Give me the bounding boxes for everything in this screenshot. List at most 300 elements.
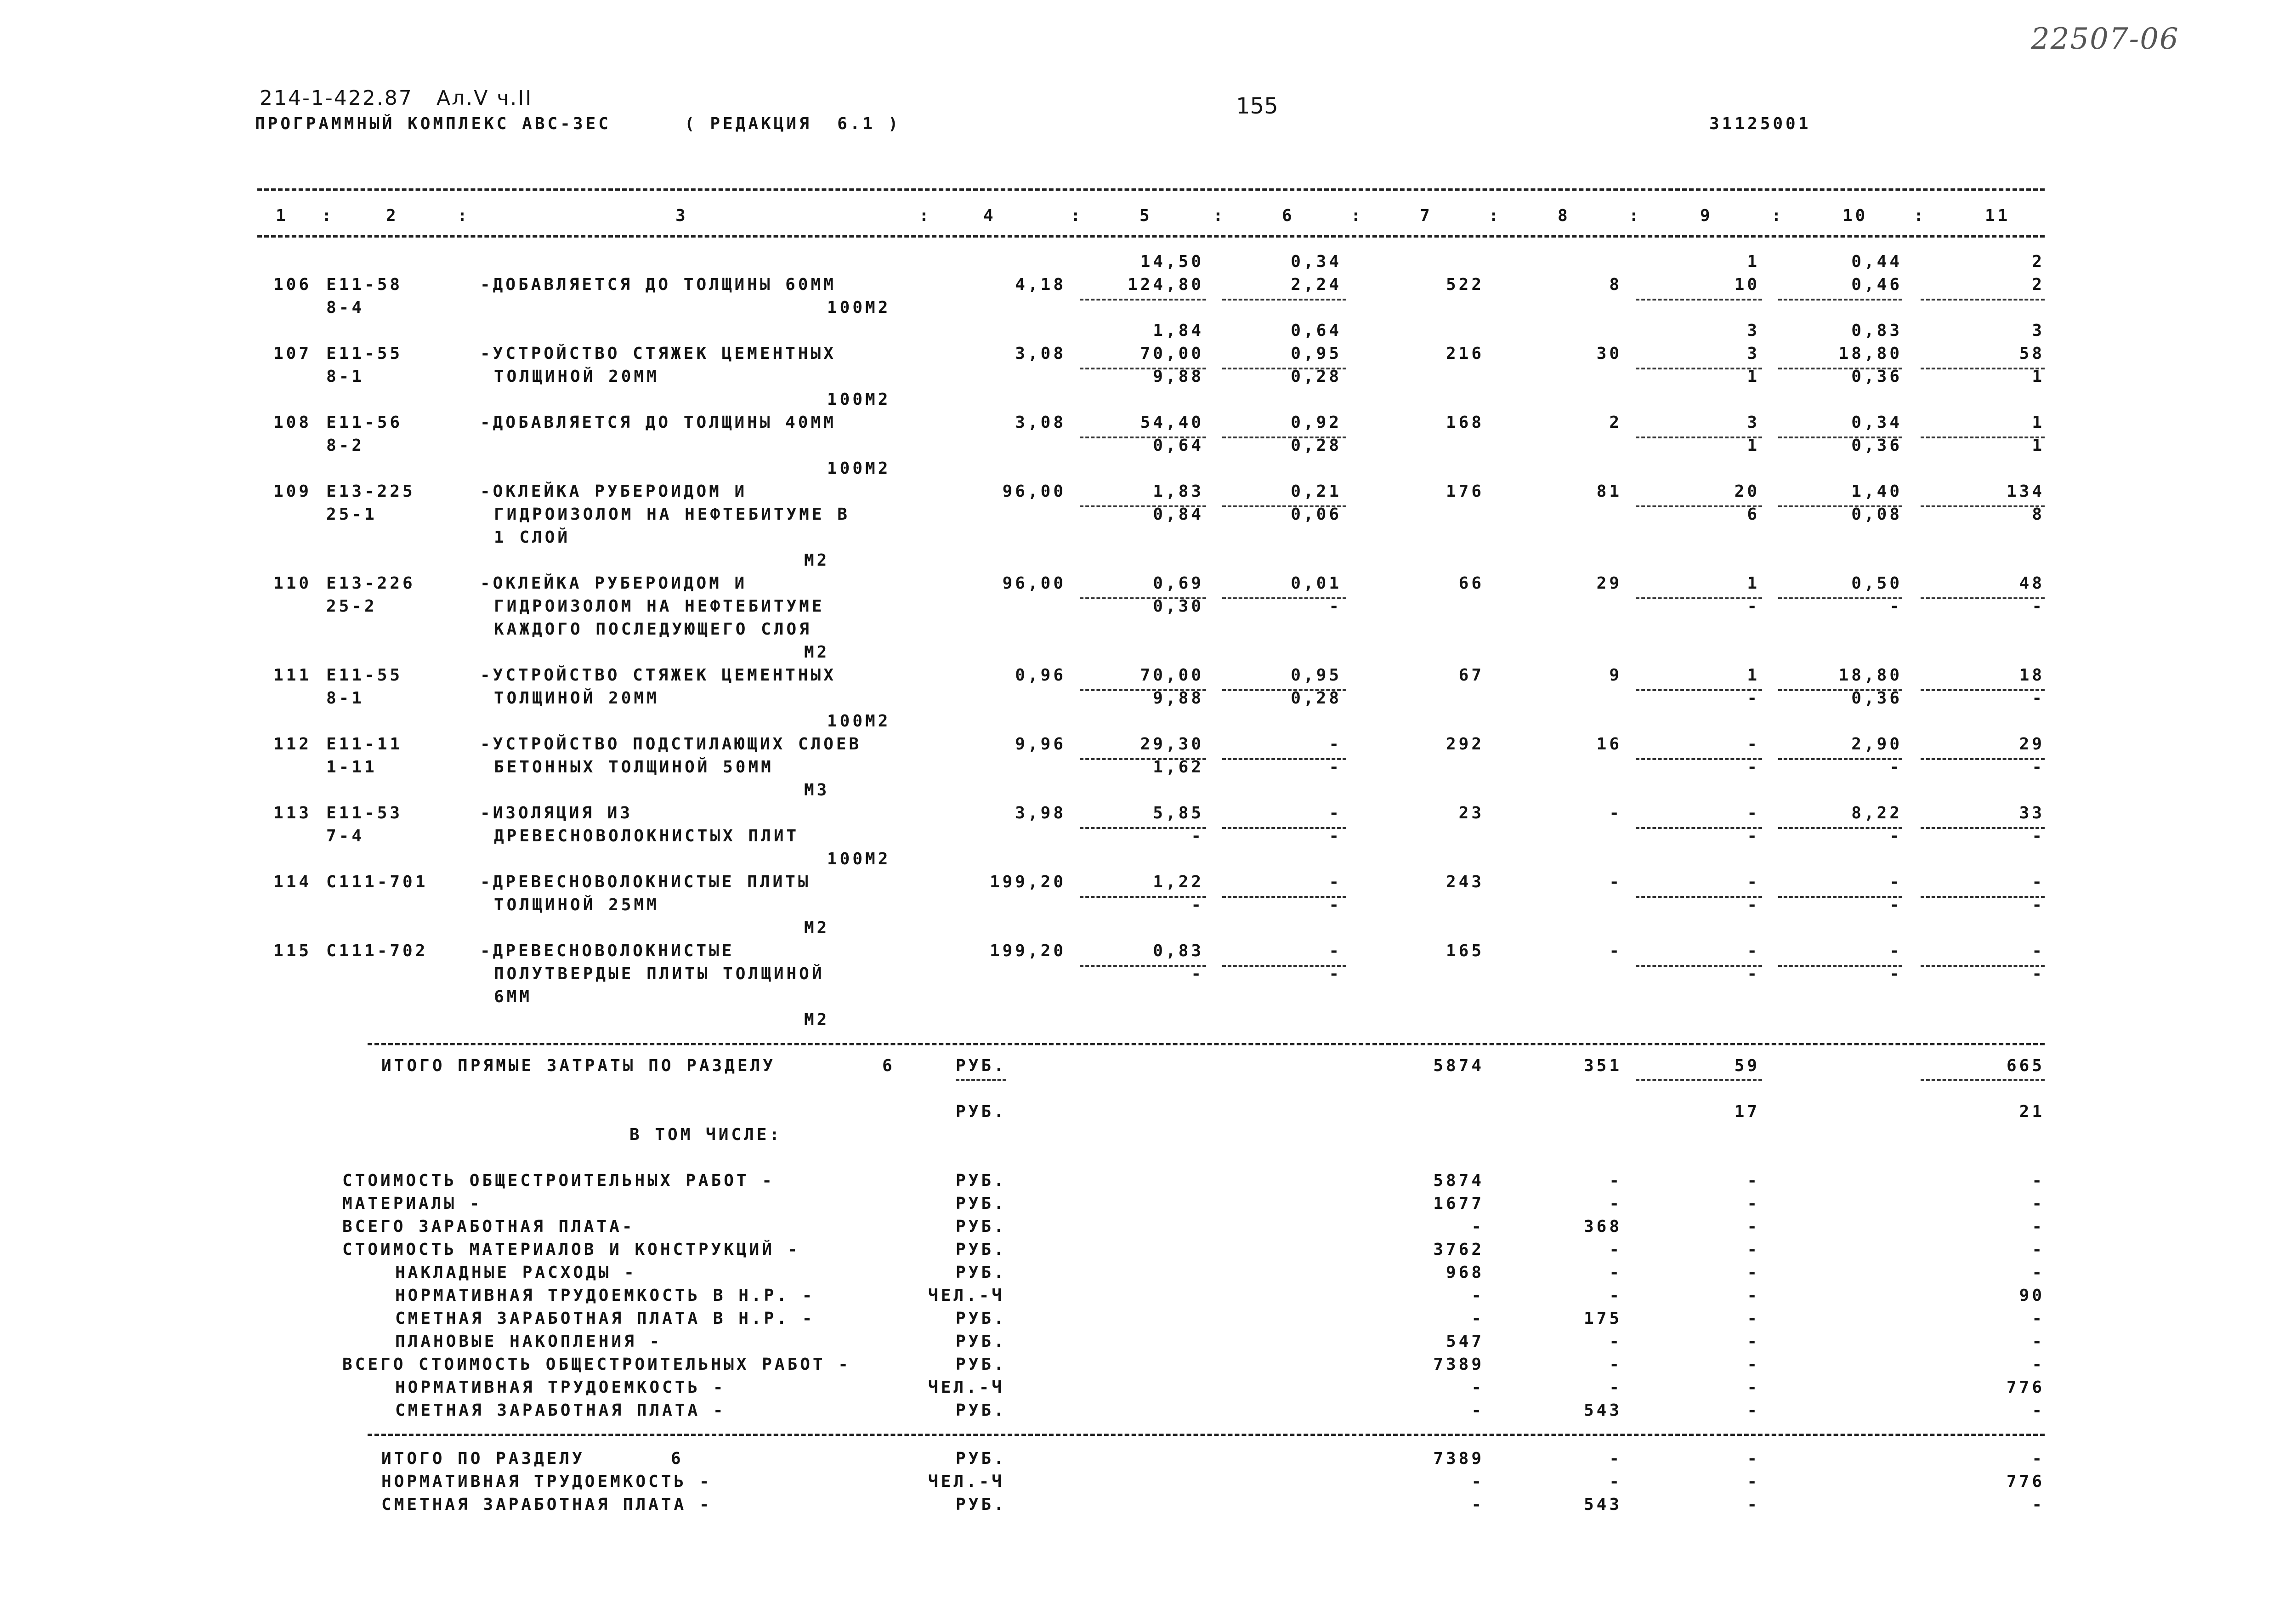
- row-separator: [1921, 689, 2045, 691]
- summary-label: ВСЕГО СТОИМОСТЬ ОБЩЕСТРОИТЕЛЬНЫХ РАБОТ -: [342, 1355, 851, 1374]
- row-c6-value: -: [1329, 873, 1342, 891]
- row-description: 6ММ: [494, 987, 533, 1006]
- row-c7-value: 168: [1446, 413, 1484, 432]
- section-total-c11: -: [2032, 1449, 2045, 1468]
- row-unit: 100М2: [827, 712, 891, 731]
- row-description: ГИДРОИЗОЛОМ НА НЕФТЕБИТУМЕ: [494, 597, 825, 616]
- row-number: 107: [273, 344, 312, 363]
- row-separator: [1636, 1079, 1762, 1081]
- summary-label: МАТЕРИАЛЫ -: [342, 1194, 482, 1213]
- summary-c7: 7389: [1433, 1355, 1484, 1374]
- row-code: Е11-55: [326, 666, 403, 685]
- row-c11-value: 3: [2032, 321, 2045, 340]
- edition: ( РЕДАКЦИЯ 6.1 ): [685, 114, 901, 133]
- row-separator: [1222, 689, 1346, 691]
- section-total-unit: ЧЕЛ.-Ч: [928, 1472, 1005, 1491]
- summary-c9: -: [1747, 1217, 1760, 1236]
- row-c6-value: 0,95: [1291, 344, 1342, 363]
- row-separator: [1778, 965, 1902, 967]
- summary-c11: -: [2032, 1332, 2045, 1351]
- row-c9-value: 1: [1747, 436, 1760, 455]
- row-c10-value: 0,36: [1851, 367, 1902, 386]
- row-separator: [956, 1079, 1006, 1081]
- row-c8-value: 30: [1596, 344, 1622, 363]
- row-c5-value: 0,83: [1153, 941, 1204, 960]
- summary-c11: -: [2032, 1217, 2045, 1236]
- row-separator: [1921, 437, 2045, 438]
- summary-c9: -: [1747, 1309, 1760, 1328]
- section-total-label: СМЕТНАЯ ЗАРАБОТНАЯ ПЛАТА -: [381, 1495, 712, 1514]
- row-c7-value: 522: [1446, 275, 1484, 294]
- row-c8-value: -: [1609, 873, 1622, 891]
- section-total-number: 6: [671, 1449, 684, 1468]
- row-c10-value: 2,90: [1851, 735, 1902, 754]
- summary-label: СТОИМОСТЬ МАТЕРИАЛОВ И КОНСТРУКЦИЙ -: [342, 1240, 800, 1259]
- row-c7-value: 66: [1458, 574, 1484, 593]
- row-description: -ДОБАВЛЯЕТСЯ ДО ТОЛЩИНЫ 40ММ: [480, 413, 836, 432]
- section-total-c8: 543: [1583, 1495, 1622, 1514]
- row-separator: [1778, 299, 1902, 301]
- row-number: 109: [273, 482, 312, 501]
- row-c5-value: -: [1191, 896, 1204, 914]
- row-separator: [1222, 597, 1346, 599]
- row-c7-value: 216: [1446, 344, 1484, 363]
- row-separator: [1636, 437, 1762, 438]
- row-c10-value: -: [1889, 941, 1902, 960]
- column-separator: :: [1213, 206, 1226, 225]
- totals-c7: 5874: [1433, 1056, 1484, 1075]
- row-separator: [1778, 437, 1902, 438]
- row-description: ТОЛЩИНОЙ 20ММ: [494, 689, 659, 708]
- page-number: 155: [1236, 93, 1278, 119]
- row-separator: [1778, 689, 1902, 691]
- row-c5-value: 14,50: [1140, 252, 1204, 271]
- summary-c8: -: [1609, 1194, 1622, 1213]
- row-c9-value: 1: [1747, 252, 1760, 271]
- row-c11-value: 48: [2019, 574, 2045, 593]
- row-c11-value: 134: [2006, 482, 2045, 501]
- row-c6-value: 0,28: [1291, 436, 1342, 455]
- row-unit: М2: [804, 551, 830, 570]
- row-separator: [1921, 827, 2045, 829]
- section-total-c9: -: [1747, 1472, 1760, 1491]
- section-total-c9: -: [1747, 1449, 1760, 1468]
- row-separator: [1921, 758, 2045, 760]
- section-total-label: НОРМАТИВНАЯ ТРУДОЕМКОСТЬ -: [381, 1472, 712, 1491]
- row-code: С111-701: [326, 873, 428, 891]
- row-c5-value: 0,69: [1153, 574, 1204, 593]
- section-total-c11: -: [2032, 1495, 2045, 1514]
- row-description: БЕТОННЫХ ТОЛЩИНОЙ 50ММ: [494, 758, 774, 777]
- section-total-label: ИТОГО ПО РАЗДЕЛУ: [381, 1449, 585, 1468]
- row-c10-value: 0,36: [1851, 689, 1902, 708]
- row-c5-value: 0,64: [1153, 436, 1204, 455]
- column-header: 10: [1842, 206, 1868, 225]
- row-c5-value: 29,30: [1140, 735, 1204, 754]
- row-c8-value: 29: [1596, 574, 1622, 593]
- row-c6-value: 2,24: [1291, 275, 1342, 294]
- row-number: 115: [273, 941, 312, 960]
- row-c9-value: 10: [1734, 275, 1760, 294]
- row-separator: [1636, 368, 1762, 369]
- row-quantity: 96,00: [1002, 482, 1066, 501]
- row-c10-value: -: [1889, 964, 1902, 983]
- row-c6-value: 0,64: [1291, 321, 1342, 340]
- row-separator: [1921, 299, 2045, 301]
- row-separator: [1080, 505, 1206, 507]
- row-c11-value: 18: [2019, 666, 2045, 685]
- row-c6-value: 0,21: [1291, 482, 1342, 501]
- summary-c9: -: [1747, 1378, 1760, 1397]
- column-header: 8: [1558, 206, 1570, 225]
- row-quantity: 3,98: [1015, 804, 1066, 822]
- row-c10-value: 0,44: [1851, 252, 1902, 271]
- row-c7-value: 243: [1446, 873, 1484, 891]
- row-c10-value: 0,08: [1851, 505, 1902, 524]
- row-c6-value: -: [1329, 827, 1342, 845]
- row-code-sub: 25-1: [326, 505, 377, 524]
- row-c8-value: 16: [1596, 735, 1622, 754]
- row-c9-value: -: [1747, 689, 1760, 708]
- row-c9-value: 3: [1747, 321, 1760, 340]
- row-number: 111: [273, 666, 312, 685]
- row-c6-value: -: [1329, 758, 1342, 777]
- summary-label: СМЕТНАЯ ЗАРАБОТНАЯ ПЛАТА В Н.Р. -: [395, 1309, 815, 1328]
- summary-c11: -: [2032, 1309, 2045, 1328]
- totals-unit: РУБ.: [956, 1056, 1007, 1075]
- row-code-sub: 8-1: [326, 689, 365, 708]
- summary-label: ПЛАНОВЫЕ НАКОПЛЕНИЯ -: [395, 1332, 663, 1351]
- column-header: 6: [1282, 206, 1295, 225]
- column-separator: :: [1071, 206, 1083, 225]
- row-c10-value: 0,46: [1851, 275, 1902, 294]
- row-c5-value: 9,88: [1153, 367, 1204, 386]
- row-separator: [1636, 758, 1762, 760]
- row-unit: М2: [804, 1010, 830, 1029]
- row-separator: [1778, 505, 1902, 507]
- row-number: 106: [273, 275, 312, 294]
- row-description: -УСТРОЙСТВО СТЯЖЕК ЦЕМЕНТНЫХ: [480, 666, 836, 685]
- row-separator: [1080, 827, 1206, 829]
- row-separator: [1778, 597, 1902, 599]
- row-description: -ОКЛЕЙКА РУБЕРОИДОМ И: [480, 574, 748, 593]
- summary-c11: -: [2032, 1194, 2045, 1213]
- row-c5-value: 70,00: [1140, 344, 1204, 363]
- row-c10-value: -: [1889, 827, 1902, 845]
- section-total-c8: -: [1609, 1449, 1622, 1468]
- summary-c7: 968: [1446, 1263, 1484, 1282]
- row-code-sub: 8-1: [326, 367, 365, 386]
- summary-c7: 3762: [1433, 1240, 1484, 1259]
- row-c10-value: 0,36: [1851, 436, 1902, 455]
- row-separator: [1080, 597, 1206, 599]
- summary-unit: РУБ.: [956, 1309, 1007, 1328]
- row-separator: [1222, 965, 1346, 967]
- row-description: ПОЛУТВЕРДЫЕ ПЛИТЫ ТОЛЩИНОЙ: [494, 964, 825, 983]
- column-separator: :: [919, 206, 932, 225]
- album-ref: Ал.V ч.II: [437, 86, 533, 110]
- row-separator: [1921, 505, 2045, 507]
- row-separator: [1222, 368, 1346, 369]
- row-c11-value: 58: [2019, 344, 2045, 363]
- summary-c9: -: [1747, 1286, 1760, 1305]
- row-separator: [1921, 368, 2045, 369]
- summary-c7: 547: [1446, 1332, 1484, 1351]
- row-separator: [1636, 689, 1762, 691]
- row-code: Е11-53: [326, 804, 403, 822]
- summary-label: СТОИМОСТЬ ОБЩЕСТРОИТЕЛЬНЫХ РАБОТ -: [342, 1171, 775, 1190]
- summary-unit: РУБ.: [956, 1401, 1007, 1420]
- summary-label: НОРМАТИВНАЯ ТРУДОЕМКОСТЬ В Н.Р. -: [395, 1286, 815, 1305]
- row-c10-value: 0,34: [1851, 413, 1902, 432]
- row-separator: [1921, 1079, 2045, 1081]
- row-c7-value: 23: [1458, 804, 1484, 822]
- row-quantity: 3,08: [1015, 344, 1066, 363]
- row-c8-value: 8: [1609, 275, 1622, 294]
- column-separator: :: [1771, 206, 1784, 225]
- summary-c8: 175: [1583, 1309, 1622, 1328]
- row-c9-value: -: [1747, 735, 1760, 754]
- row-description: ДРЕВЕСНОВОЛОКНИСТЫХ ПЛИТ: [494, 827, 799, 845]
- row-separator: [1636, 965, 1762, 967]
- row-code: Е11-56: [326, 413, 403, 432]
- row-c11-value: 29: [2019, 735, 2045, 754]
- table-rule: [257, 235, 2045, 238]
- row-separator: [1222, 505, 1346, 507]
- section-total-unit: РУБ.: [956, 1495, 1007, 1514]
- row-c10-value: 8,22: [1851, 804, 1902, 822]
- summary-c8: -: [1609, 1378, 1622, 1397]
- row-unit: 100М2: [827, 298, 891, 317]
- row-c5-value: 1,83: [1153, 482, 1204, 501]
- summary-c8: -: [1609, 1240, 1622, 1259]
- row-c6-value: 0,01: [1291, 574, 1342, 593]
- row-c6-value: 0,92: [1291, 413, 1342, 432]
- summary-c7: 1677: [1433, 1194, 1484, 1213]
- row-separator: [1636, 896, 1762, 898]
- row-unit: М2: [804, 919, 830, 937]
- row-c9-value: 6: [1747, 505, 1760, 524]
- summary-c8: 368: [1583, 1217, 1622, 1236]
- row-c8-value: -: [1609, 804, 1622, 822]
- summary-c9: -: [1747, 1355, 1760, 1374]
- summary-c9: -: [1747, 1332, 1760, 1351]
- row-c6-value: -: [1329, 804, 1342, 822]
- row-description: ТОЛЩИНОЙ 20ММ: [494, 367, 659, 386]
- row-number: 110: [273, 574, 312, 593]
- column-header: 4: [983, 206, 996, 225]
- row-separator: [1080, 965, 1206, 967]
- summary-c11: 776: [2006, 1378, 2045, 1397]
- totals-c8: 351: [1583, 1056, 1622, 1075]
- row-c9-value: -: [1747, 896, 1760, 914]
- summary-unit: РУБ.: [956, 1355, 1007, 1374]
- row-unit: М2: [804, 643, 830, 662]
- row-separator: [1921, 597, 2045, 599]
- summary-c11: 90: [2019, 1286, 2045, 1305]
- row-c10-value: 18,80: [1838, 344, 1902, 363]
- row-unit: 100М2: [827, 850, 891, 868]
- row-c5-value: 0,84: [1153, 505, 1204, 524]
- column-header: 1: [276, 206, 289, 225]
- row-c11-value: 1: [2032, 436, 2045, 455]
- row-description: -ОКЛЕЙКА РУБЕРОИДОМ И: [480, 482, 748, 501]
- row-c9-value: -: [1747, 758, 1760, 777]
- row-separator: [1080, 437, 1206, 438]
- summary-c9: -: [1747, 1401, 1760, 1420]
- row-c6-value: 0,95: [1291, 666, 1342, 685]
- row-c11-value: 1: [2032, 367, 2045, 386]
- summary-label: СМЕТНАЯ ЗАРАБОТНАЯ ПЛАТА -: [395, 1401, 726, 1420]
- row-c9-value: 3: [1747, 413, 1760, 432]
- summary-unit: РУБ.: [956, 1217, 1007, 1236]
- row-separator: [1921, 965, 2045, 967]
- row-c6-value: 0,28: [1291, 689, 1342, 708]
- column-header: 9: [1700, 206, 1713, 225]
- row-c9-value: 1: [1747, 367, 1760, 386]
- row-separator: [1080, 689, 1206, 691]
- row-separator: [1778, 827, 1902, 829]
- summary-c9: -: [1747, 1263, 1760, 1282]
- summary-c7: -: [1471, 1286, 1484, 1305]
- row-number: 108: [273, 413, 312, 432]
- row-c11-value: -: [2032, 896, 2045, 914]
- row-c6-value: -: [1329, 964, 1342, 983]
- row-c5-value: 0,30: [1153, 597, 1204, 616]
- row-quantity: 199,20: [989, 941, 1066, 960]
- row-separator: [1080, 368, 1206, 369]
- summary-c11: -: [2032, 1401, 2045, 1420]
- summary-c9: -: [1747, 1194, 1760, 1213]
- totals-c9: 59: [1734, 1056, 1760, 1075]
- row-c5-value: 5,85: [1153, 804, 1204, 822]
- section-total-c7: -: [1471, 1472, 1484, 1491]
- summary-unit: РУБ.: [956, 1171, 1007, 1190]
- row-unit: 100М2: [827, 390, 891, 409]
- summary-label: НАКЛАДНЫЕ РАСХОДЫ -: [395, 1263, 637, 1282]
- summary-c9: -: [1747, 1171, 1760, 1190]
- row-unit: М3: [804, 781, 830, 800]
- row-c10-value: -: [1889, 896, 1902, 914]
- row-c6-value: -: [1329, 941, 1342, 960]
- row-c9-value: -: [1747, 941, 1760, 960]
- summary-c7: -: [1471, 1378, 1484, 1397]
- row-quantity: 0,96: [1015, 666, 1066, 685]
- row-description: КАЖДОГО ПОСЛЕДУЮЩЕГО СЛОЯ: [494, 620, 812, 639]
- section-total-c7: -: [1471, 1495, 1484, 1514]
- row-separator: [1636, 827, 1762, 829]
- row-code-sub: 25-2: [326, 597, 377, 616]
- row-separator: [1636, 597, 1762, 599]
- including-label: В ТОМ ЧИСЛЕ:: [629, 1125, 782, 1144]
- row-code-sub: 8-4: [326, 298, 365, 317]
- row-c9-value: -: [1747, 827, 1760, 845]
- column-separator: :: [322, 206, 334, 225]
- summary-label: ВСЕГО ЗАРАБОТНАЯ ПЛАТА-: [342, 1217, 635, 1236]
- row-c6-value: 0,34: [1291, 252, 1342, 271]
- row-code: Е11-11: [326, 735, 403, 754]
- summary-c8: -: [1609, 1286, 1622, 1305]
- row-c10-value: -: [1889, 597, 1902, 616]
- row-c6-value: -: [1329, 597, 1342, 616]
- row-c5-value: 70,00: [1140, 666, 1204, 685]
- row-c6-value: 0,06: [1291, 505, 1342, 524]
- summary-unit: ЧЕЛ.-Ч: [928, 1286, 1005, 1305]
- row-c7-value: 67: [1458, 666, 1484, 685]
- row-quantity: 96,00: [1002, 574, 1066, 593]
- summary-c11: -: [2032, 1171, 2045, 1190]
- row-number: 113: [273, 804, 312, 822]
- row-description: -ДРЕВЕСНОВОЛОКНИСТЫЕ: [480, 941, 735, 960]
- summary-c8: -: [1609, 1332, 1622, 1351]
- column-header: 2: [386, 206, 399, 225]
- row-code: Е11-55: [326, 344, 403, 363]
- row-description: -УСТРОЙСТВО СТЯЖЕК ЦЕМЕНТНЫХ: [480, 344, 836, 363]
- row-c11-value: -: [2032, 873, 2045, 891]
- row-c5-value: -: [1191, 964, 1204, 983]
- row-c5-value: 1,84: [1153, 321, 1204, 340]
- row-separator: [1080, 896, 1206, 898]
- row-code-sub: 8-2: [326, 436, 365, 455]
- row-description: -ДРЕВЕСНОВОЛОКНИСТЫЕ ПЛИТЫ: [480, 873, 811, 891]
- row-separator: [1222, 896, 1346, 898]
- totals-unit: РУБ.: [956, 1102, 1007, 1121]
- document-code: 31125001: [1709, 114, 1811, 133]
- section-total-unit: РУБ.: [956, 1449, 1007, 1468]
- row-description: -УСТРОЙСТВО ПОДСТИЛАЮЩИХ СЛОЕВ: [480, 735, 862, 754]
- column-separator: :: [1489, 206, 1502, 225]
- row-c9-value: -: [1747, 597, 1760, 616]
- row-quantity: 3,08: [1015, 413, 1066, 432]
- row-c10-value: -: [1889, 873, 1902, 891]
- summary-c11: -: [2032, 1240, 2045, 1259]
- row-c11-value: -: [2032, 689, 2045, 708]
- summary-c8: -: [1609, 1263, 1622, 1282]
- doc-code: 214-1-422.87: [260, 86, 413, 110]
- summary-unit: ЧЕЛ.-Ч: [928, 1378, 1005, 1397]
- row-separator: [1778, 758, 1902, 760]
- row-c11-value: -: [2032, 827, 2045, 845]
- row-c10-value: 0,50: [1851, 574, 1902, 593]
- row-c11-value: 2: [2032, 252, 2045, 271]
- summary-c8: -: [1609, 1355, 1622, 1374]
- row-c8-value: 9: [1609, 666, 1622, 685]
- column-separator: :: [1914, 206, 1927, 225]
- row-separator: [1080, 299, 1206, 301]
- table-rule: [257, 188, 2045, 191]
- row-c5-value: 1,62: [1153, 758, 1204, 777]
- column-header: 11: [1985, 206, 2011, 225]
- summary-c9: -: [1747, 1240, 1760, 1259]
- row-c9-value: 20: [1734, 482, 1760, 501]
- row-c9-value: -: [1747, 804, 1760, 822]
- row-quantity: 9,96: [1015, 735, 1066, 754]
- summary-c11: -: [2032, 1355, 2045, 1374]
- row-c9-value: -: [1747, 964, 1760, 983]
- totals-label: ИТОГО ПРЯМЫЕ ЗАТРАТЫ ПО РАЗДЕЛУ: [381, 1056, 776, 1075]
- row-description: ГИДРОИЗОЛОМ НА НЕФТЕБИТУМЕ В: [494, 505, 850, 524]
- summary-c7: -: [1471, 1401, 1484, 1420]
- row-c6-value: 0,28: [1291, 367, 1342, 386]
- row-c11-value: 2: [2032, 275, 2045, 294]
- row-c10-value: 0,83: [1851, 321, 1902, 340]
- row-c9-value: 1: [1747, 574, 1760, 593]
- row-c5-value: -: [1191, 827, 1204, 845]
- row-c10-value: 1,40: [1851, 482, 1902, 501]
- row-description: 1 СЛОЙ: [494, 528, 571, 547]
- summary-c8: 543: [1583, 1401, 1622, 1420]
- totals-c9: 17: [1734, 1102, 1760, 1121]
